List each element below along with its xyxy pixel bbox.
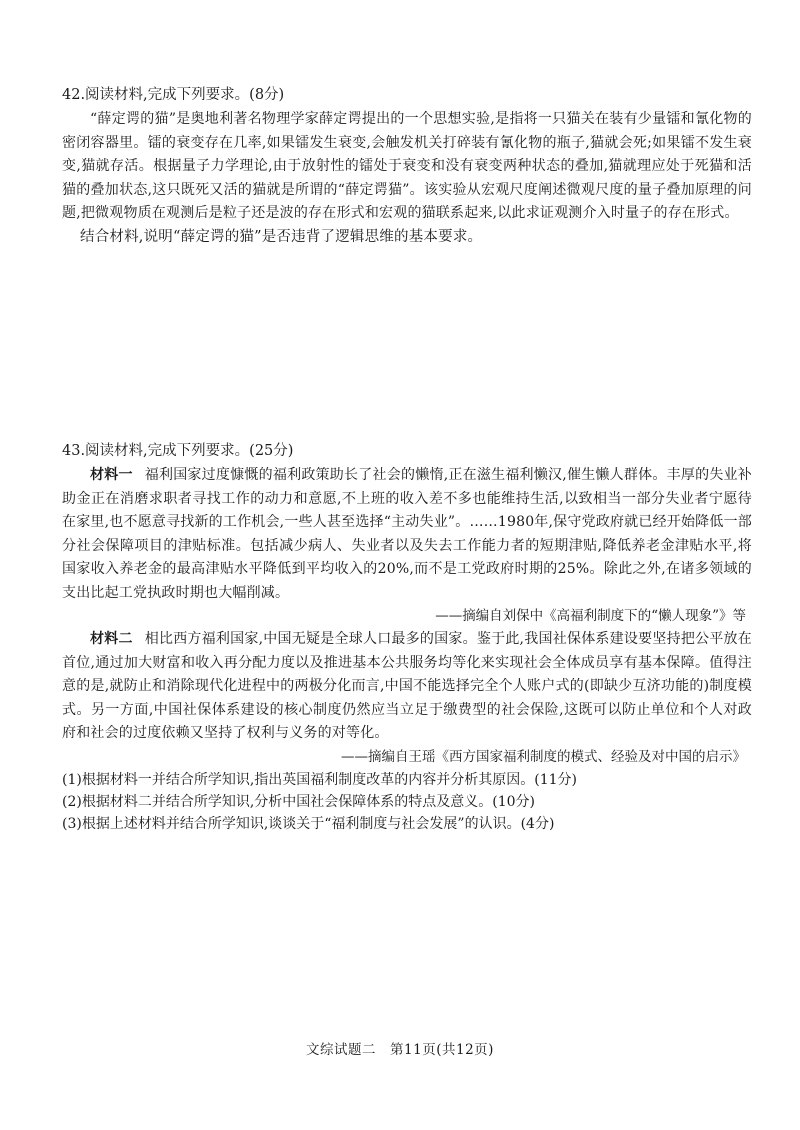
material-1-label: 材料一 bbox=[90, 467, 133, 483]
material-1-text: 福利国家过度慷慨的福利政策助长了社会的懒惰,正在滋生福利懒汉,催生懒人群体。丰厚的失业补助金正在消磨求职者寻找工作的动力和意愿,不上班的收入差不多也能维持生活,以致相当一部分失业者宁愿待在家里,也不愿意寻找新的工作机会,一些人甚至选择“主动失业”。……1980年,保守党政府就已经开始降低一部分社会保障项目的津贴标准。包括减少病人、失业者以及失去工作能力者的短期津贴,降低养老金津贴水平,将国家收入养老金的最高津贴水平降低到平均收入的20%,而不是工党政府时期的25%。除此之外,在诸多领域的支出比起工党执政时期也大幅削减。 bbox=[62, 467, 752, 601]
sub-question-2: (2)根据材料二并结合所学知识,分析中国社会保障体系的特点及意义。(10分) bbox=[62, 793, 536, 810]
question-42-title: 42.阅读材料,完成下列要求。(8分) bbox=[62, 87, 285, 103]
page-footer bbox=[0, 1040, 800, 1060]
material-2-label: 材料二 bbox=[90, 631, 133, 647]
question-42 bbox=[62, 84, 752, 249]
sub-question-1: (1)根据材料一并结合所学知识,指出英国福利制度改革的内容并分析其原因。(11分) bbox=[62, 771, 578, 788]
question-43 bbox=[62, 440, 752, 835]
footer-page-number: 第11页(共12页) bbox=[390, 1042, 494, 1058]
footer-subject: 文综试题二 bbox=[306, 1042, 377, 1058]
material-2-text: 相比西方福利国家,中国无疑是全球人口最多的国家。鉴于此,我国社保体系建设要坚持把公平放在首位,通过加大财富和收入再分配力度以及推进基本公共服务均等化来实现社会全体成员享有基本保障。值得注意的是,就防止和消除现代化进程中的两极分化而言,中国不能选择完全个人账户式的(即缺少互济功能的)制度模式。另一方面,中国社保体系建设的核心制度仍然应当立足于缴费型的社会保险,这既可以防止单位和个人对政府和社会的过度依赖又坚持了权利与义务的对等化。 bbox=[62, 631, 752, 741]
sub-question-list bbox=[62, 769, 752, 835]
question-42-material: “薛定谔的猫”是奥地利著名物理学家薛定谔提出的一个思想实验,是指将一只猫关在装有少量镭和氰化物的密闭容器里。镭的衰变存在几率,如果镭发生衰变,会触发机关打碎装有氰化物的瓶子,猫就会死;如果镭不发生衰变,猫就存活。根据量子力学理论,由于放射性的镭处于衰变和没有衰变两种状态的叠加,猫就理应处于死猫和活猫的叠加状态,这只既死又活的猫就是所谓的“薛定谔猫”。该实验从宏观尺度阐述微观尺度的量子叠加原理的问题,把微观物质在观测后是粒子还是波的存在形式和宏观的猫联系起来,以此求证观测介入时量子的存在形式。 bbox=[62, 111, 752, 221]
material-2 bbox=[62, 628, 752, 746]
material-1-source: ——摘编自刘保中《高福利制度下的“懒人现象”》等 bbox=[435, 608, 746, 624]
question-42-prompt: 结合材料,说明“薛定谔的猫”是否违背了逻辑思维的基本要求。 bbox=[80, 228, 483, 245]
sub-question-3: (3)根据上述材料并结合所学知识,谈谈关于“福利制度与社会发展”的认识。(4分) bbox=[62, 815, 555, 832]
material-2-source: ——摘编自王瑶《西方国家福利制度的模式、经验及对中国的启示》 bbox=[341, 748, 746, 765]
material-1 bbox=[62, 464, 752, 605]
question-43-title: 43.阅读材料,完成下列要求。(25分) bbox=[62, 443, 294, 459]
